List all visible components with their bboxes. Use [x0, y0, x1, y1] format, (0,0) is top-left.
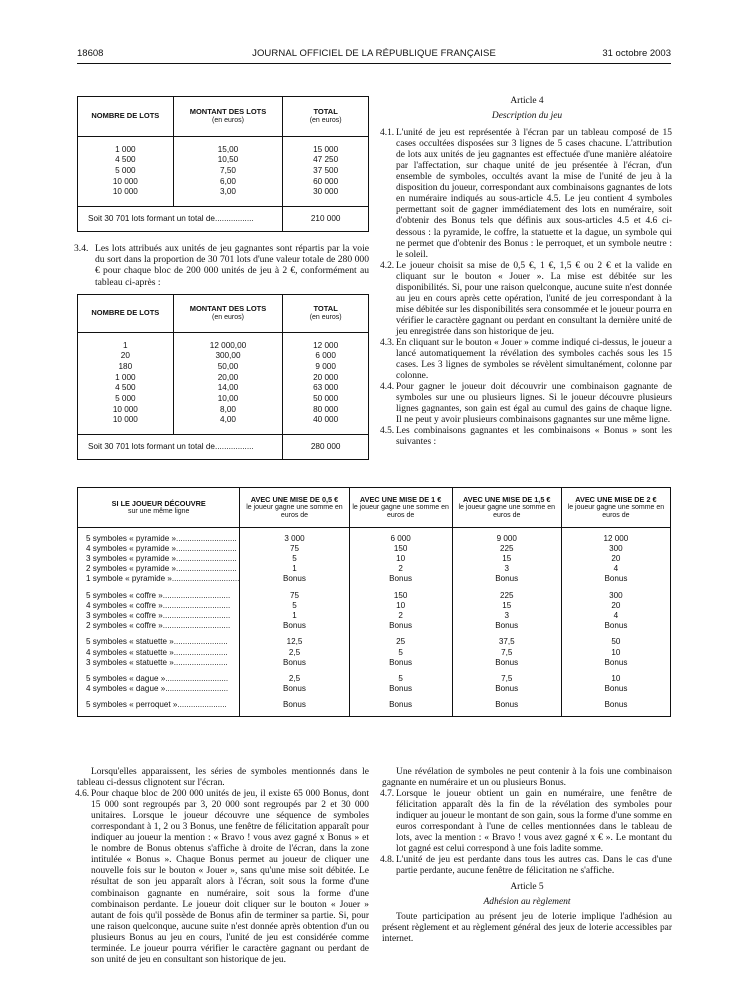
col-header: SI LE JOUEUR DÉCOUVRE sur une même ligne — [78, 488, 240, 528]
header-rule — [77, 63, 671, 64]
article-subtitle: Description du jeu — [491, 111, 563, 122]
table-row: 4 symboles « coffre ».............................. 5 10 15 20 — [78, 601, 671, 611]
col-header: AVEC UNE MISE DE 0,5 € le joueur gagne une somme en euros de — [240, 488, 349, 528]
col-header: AVEC UNE MISE DE 1,5 € le joueur gagne une somme en euros de — [452, 488, 561, 528]
table-row: 10 000 8,00 80 000 — [78, 405, 369, 416]
table-row: 4 500 14,00 63 000 — [78, 383, 369, 394]
table-row: 4 symboles « dague »............................ Bonus Bonus Bonus Bonus — [78, 684, 671, 694]
table-row: 10 000 6,00 60 000 — [78, 177, 369, 188]
col-header: MONTANT DES LOTS (en euros) — [173, 295, 283, 333]
table-row: 2 symboles « pyramide »........................... 1 2 3 4 — [78, 564, 671, 574]
table-row: 3 symboles « statuette »........................ Bonus Bonus Bonus Bonus — [78, 658, 671, 668]
table-row: 20 300,00 6 000 — [78, 351, 369, 362]
paragraph-4-5: 4.5. Les combinaisons gagnantes et les combinaisons « Bonus » sont les suivantes : — [380, 426, 672, 448]
table-row: 4 500 10,50 47 250 — [78, 155, 369, 166]
lots-table-1 — [77, 96, 369, 232]
paragraph-4-8: 4.8. L'unité de jeu est perdante dans tous les autres cas. Dans le cas d'une partie perdante, aucune fenêtre de félicitation ne s'affiche. — [380, 855, 672, 877]
reveal-intro: Une révélation de symboles ne peut contenir à la fois une combinaison gagnante en numéraire et un ou plusieurs Bonus. — [382, 767, 672, 789]
bonus-intro: Lorsqu'elles apparaissent, les séries de symboles mentionnés dans le tableau ci-dessus clignotent sur l'écran. — [77, 767, 369, 789]
table-row: 3 symboles « coffre ».............................. 1 2 3 4 — [78, 611, 671, 621]
table-row: 1 000 15,00 15 000 — [78, 145, 369, 156]
paragraph-4-6: 4.6. Pour chaque bloc de 200 000 unités de jeu, il existe 65 000 Bonus, dont 15 000 sont regroupés par 3, 20 000 sont regroupés par 2 et 30 000 unitaires. Lorsque le joueur découvre une séquence de symboles correspondant à 1, 2 ou 3 Bonus, une fenêtre de félicitation apparaît pour indiquer au joueur la mention : « Bravo ! vous avez gagné x Bonus » et le nombre de Bonus obtenus s'affiche à droite de l'écran, dans la zone intitulée « Bonus ». Chaque Bonus permet au joueur de cliquer une nouvelle fois sur le bouton « Jouer », sans qu'une mise soit débitée. Le résultat de son jeu apparaît alors à l'écran, soit sous la forme d'une combinaison gagnante en numéraire, soit sous la forme d'une combinaison perdante. Le joueur doit cliquer sur le bouton « Jouer » autant de fois qu'il possède de Bonus afin de terminer sa partie. Si, pour une raison quelconque, aucune suite n'est donnée après obtention d'un ou plusieurs Bonus au jeu en cours, l'unité de jeu est considérée comme terminée. Le joueur pourra vérifier le caractère gagnant ou perdant de son unité de jeu en consultant son historique de jeu. — [75, 789, 369, 965]
table-row: 3 symboles « pyramide »........................... 5 10 15 20 — [78, 554, 671, 564]
table-row: 2 symboles « coffre ».............................. Bonus Bonus Bonus Bonus — [78, 621, 671, 631]
paragraph-3-4: 3.4. Les lots attribués aux unités de jeu gagnantes sont répartis par la voie du sort dans la proportion de 30 701 lots d'une valeur totale de 280 000 € pour chaque bloc de 200 000 unités de jeu à 2 €, conformément au tableau ci-après : — [74, 243, 369, 288]
table-row: 10 000 4,00 40 000 — [78, 415, 369, 426]
table-row: 5 symboles « perroquet »...................... Bonus Bonus Bonus Bonus — [78, 700, 671, 710]
col-header: TOTAL (en euros) — [283, 295, 369, 333]
table-row: 4 symboles « pyramide »........................... 75 150 225 300 — [78, 544, 671, 554]
table-row: 1 12 000,00 12 000 — [78, 341, 369, 352]
article-5-subtitle: Adhésion au règlement — [483, 896, 571, 907]
table-row: 5 000 10,00 50 000 — [78, 394, 369, 405]
paragraph-4-1: 4.1. L'unité de jeu est représentée à l'écran par un tableau composé de 15 cases occultées disposées sur 3 lignes de 5 cases chacune. L'attribution de lots aux unités de jeu gagnantes est effectuée d'une manière aléatoire par l'affectation, sur chaque unité de jeu présentée à l'écran, d'un ensemble de symboles, occultés avant la mise de l'unité de jeu à la disposition du joueur, correspondant aux combinaisons gagnantes de lots en numéraire indiqués au sous-article 4.5. Le jeu contient 4 symboles permettant soit de gagner immédiatement des lots en numéraire, soit d'obtenir des Bonus tels que définis aux sous-articles 4.5 et 4.6 ci-dessous : la pyramide, le coffre, la statuette et la dague, un symbole qui ne permet que d'obtenir des Bonus : le perroquet, et un symbole neutre : le soleil. — [380, 128, 672, 260]
col-header: NOMBRE DE LOTS — [78, 97, 174, 137]
lots-table-2 — [77, 294, 369, 460]
table-row: 1 000 20,00 20 000 — [78, 373, 369, 384]
total-row: Soit 30 701 lots formant un total de................. 280 000 — [78, 434, 369, 459]
article-5-text: Toute participation au présent jeu de loterie implique l'adhésion au présent règlement et au règlement général des jeux de loterie accessibles par internet. — [382, 911, 672, 944]
table-row: 10 000 3,00 30 000 — [78, 187, 369, 198]
paragraph-4-3: 4.3. En cliquant sur le bouton « Jouer » comme indiqué ci-dessus, le joueur a lancé automatiquement la révélation des symboles cachés sous les 15 cases. Les 3 lignes de symboles se révèlent simultanément, colonne par colonne. — [380, 337, 672, 382]
table-row: 4 symboles « statuette »........................ 2,5 5 7,5 10 — [78, 648, 671, 658]
table-row: 5 symboles « statuette »........................ 12,5 25 37,5 50 — [78, 637, 671, 647]
page-number: 18608 — [77, 48, 104, 59]
col-header: AVEC UNE MISE DE 2 € le joueur gagne une somme en euros de — [561, 488, 670, 528]
col-header: AVEC UNE MISE DE 1 € le joueur gagne une somme en euros de — [349, 488, 452, 528]
table-row: 180 50,00 9 000 — [78, 362, 369, 373]
table-row: 1 symbole « pyramide ».............................. Bonus Bonus Bonus Bonus — [78, 574, 671, 584]
paragraph-4-4: 4.4. Pour gagner le joueur doit découvrir une combinaison gagnante de symboles sur une ou plusieurs lignes. Si le joueur découvre plusieurs lignes gagnantes, son gain est égal au cumul des gains de chaque ligne. Il ne peut y avoir plusieurs combinaisons gagnantes sur une même ligne. — [380, 382, 672, 426]
winning-combinations-table — [77, 487, 671, 717]
col-header: TOTAL (en euros) — [283, 97, 369, 137]
col-header: NOMBRE DE LOTS — [78, 295, 174, 333]
bottom-right-text — [382, 767, 672, 945]
article-4 — [382, 96, 672, 448]
table-row: 5 000 7,50 37 500 — [78, 166, 369, 177]
table-row: 5 symboles « pyramide »........................... 3 000 6 000 9 000 12 000 — [78, 534, 671, 544]
table-row: 5 symboles « dague »............................ 2,5 5 7,5 10 — [78, 674, 671, 684]
col-header: MONTANT DES LOTS (en euros) — [173, 97, 283, 137]
paragraph-4-2: 4.2. Le joueur choisit sa mise de 0,5 €, 1 €, 1,5 € ou 2 € et la valide en cliquant sur le bouton « Jouer ». La mise est débitée sur les disponibilités. Si, pour une raison quelconque, aucune suite n'est donnée au jeu en cours après cette opération, l'unité de jeu correspondant à la mise débitée sur les disponibilités sera consommée et le joueur pourra en vérifier le caractère gagnant ou perdant en consultant la dernière unité de jeu enregistrée dans son historique de jeu. — [380, 260, 672, 337]
paragraph-4-7: 4.7. Lorsque le joueur obtient un gain en numéraire, une fenêtre de félicitation apparaît dès la fin de la révélation des symboles pour indiquer au joueur le montant de son gain, sous la forme d'une somme en euros correspondant à l'une de celles mentionnées dans le tableau de lots, avec la mention : « Bravo ! vous avez gagné x € ». Le montant du lot gagné est celui correspond à une fois ladite somme. — [380, 789, 672, 855]
total-row: Soit 30 701 lots formant un total de................. 210 000 — [78, 206, 369, 231]
bottom-left-text — [77, 767, 369, 966]
publication-date: 31 octobre 2003 — [602, 48, 671, 59]
journal-title: JOURNAL OFFICIEL DE LA RÉPUBLIQUE FRANÇAISE — [252, 48, 496, 59]
table-row: 5 symboles « coffre ».............................. 75 150 225 300 — [78, 591, 671, 601]
article-5-title: Article 5 — [510, 882, 544, 893]
article-title: Article 4 — [510, 96, 544, 106]
